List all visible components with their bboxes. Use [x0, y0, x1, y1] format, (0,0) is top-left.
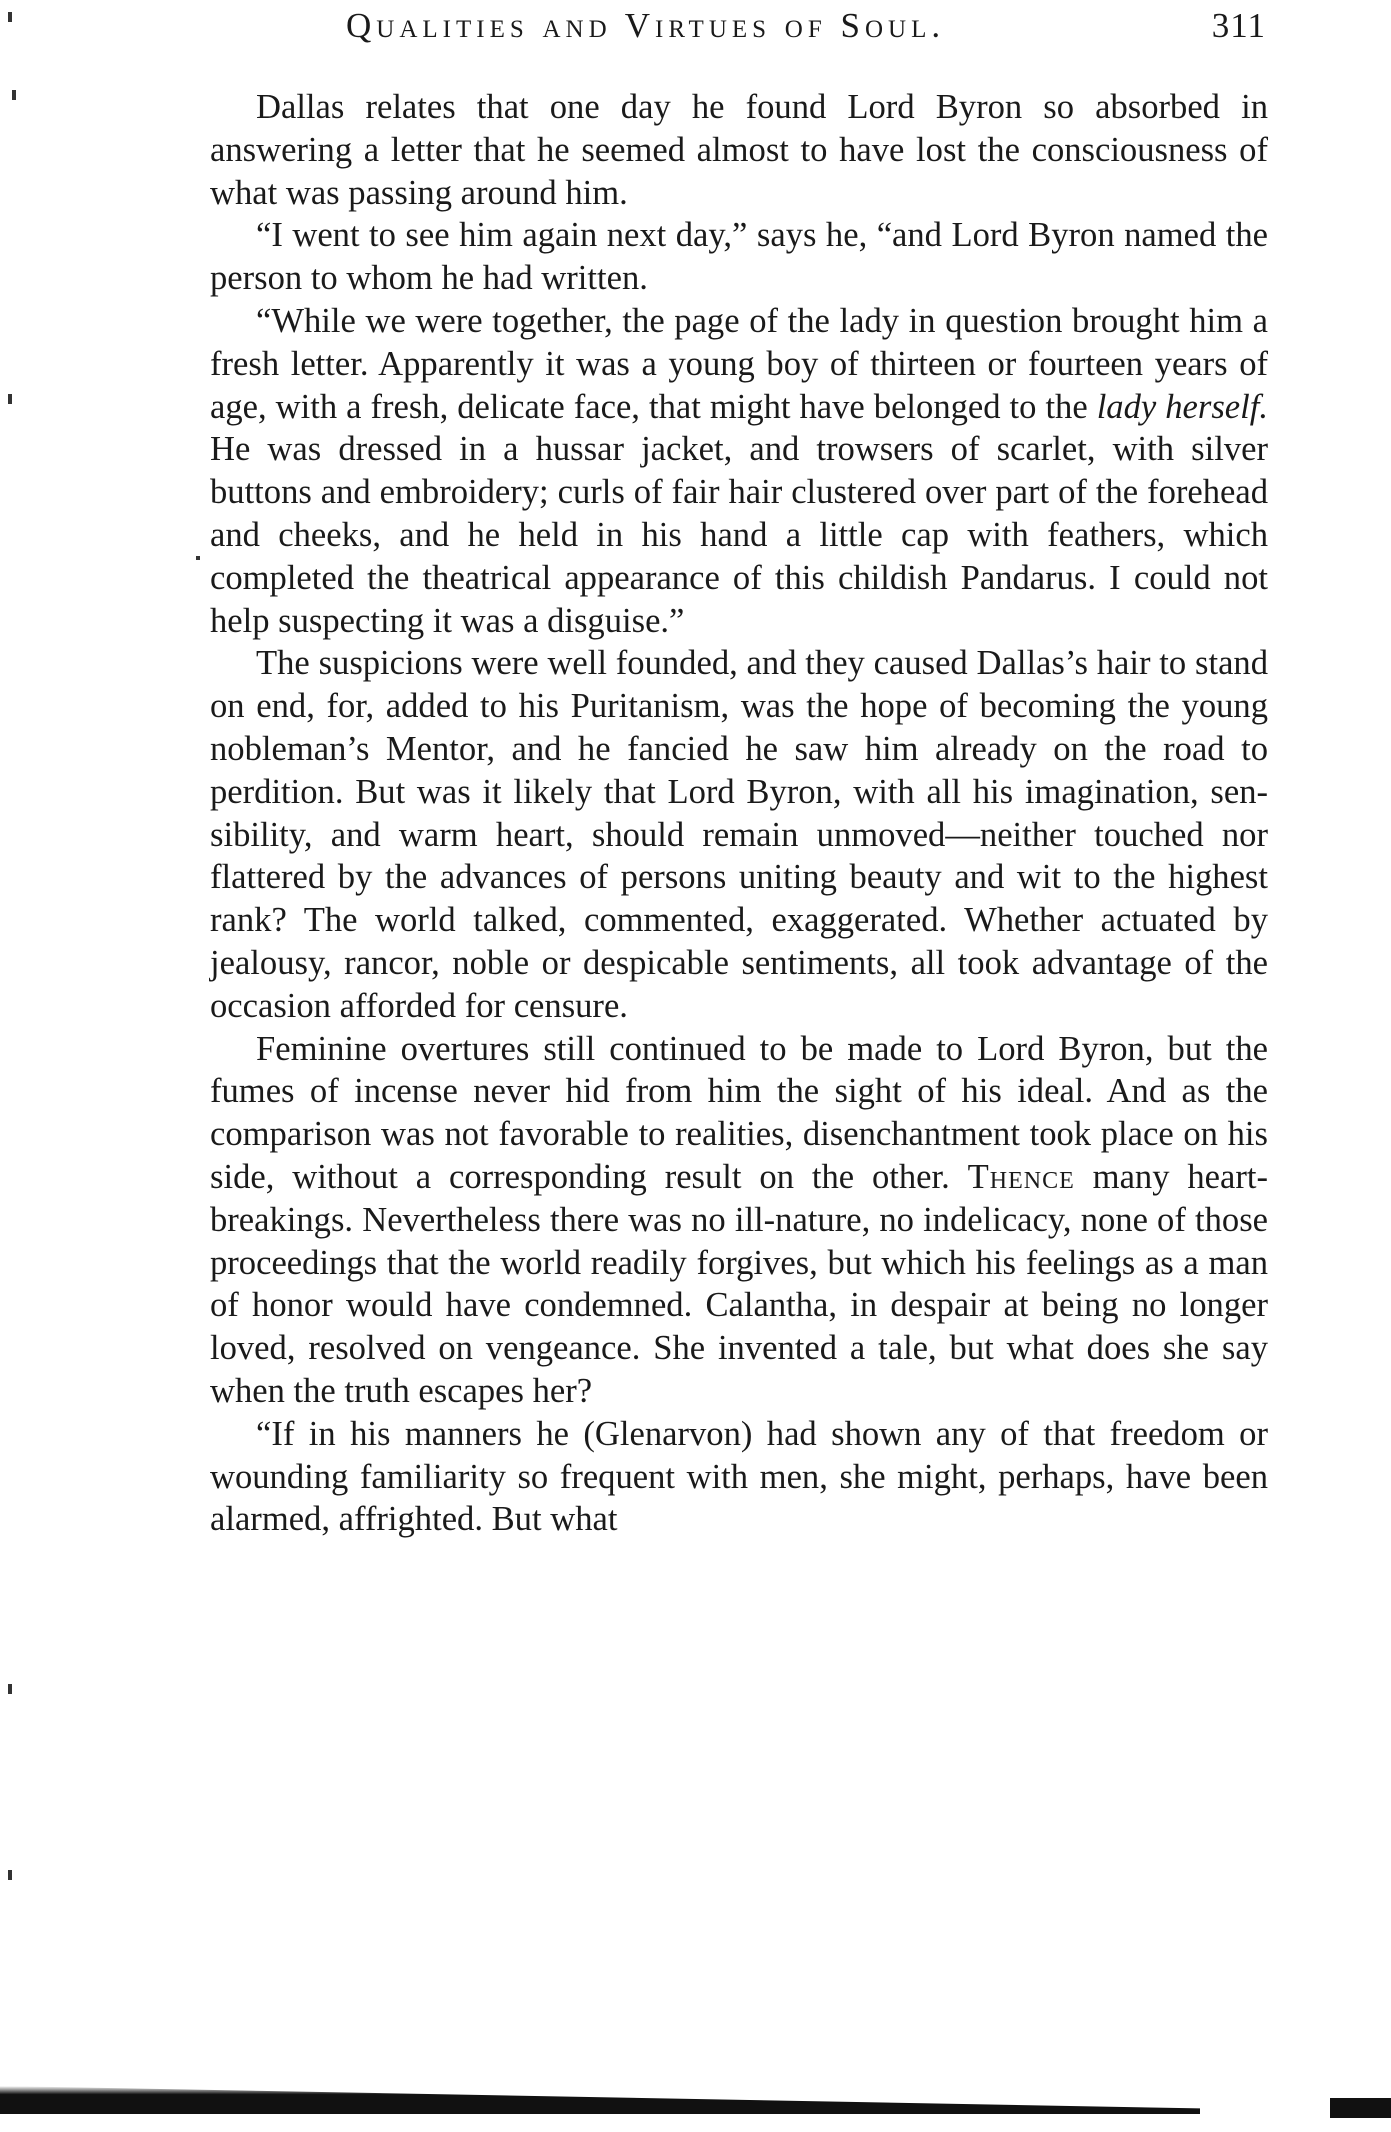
- paragraph-text: Feminine overtures still continued to be made to Lord Byron, but the fumes of incense never hid from him the sight of his ideal. And as the comparison was not favorable to realities, disenchantment took place on his side, without a corresponding result on the other.: [210, 1029, 1268, 1196]
- paragraph: The suspicions were well founded, and they caused Dallas’s hair to stand on end, for, added to his Puritanism, was the hope of becoming the young nobleman’s Mentor, and he fancied he saw him already on the road to perdition. But was it likely that Lord Byron, with all his imagination, sensibility, and warm heart, should remain unmoved—neither touched nor flattered by the advances of persons uniting beauty and wit to the highest rank? The world talked, commented, exaggerated. Whether actuated by jealousy, rancor, noble or despicable sentiments, all took advantage of the occasion afforded for censure.: [210, 644, 1268, 1025]
- bottom-scan-edge: [0, 2086, 1200, 2114]
- paragraph-text: many heart-breakings. Nevertheless there was no ill-nature, no indelicacy, none of those proceedings that the world readily forgives, but which his feelings as a man of honor would have condemned. Calantha, in despair at being no longer loved, resolved on vengeance. She invented a tale, but what does she say when the truth escapes her?: [210, 1157, 1269, 1410]
- body-text: [210, 86, 1268, 1541]
- running-title: Qualities and Virtues of Soul.: [346, 6, 946, 45]
- paragraph: Dallas relates that one day he found Lord Byron so absorbed in answering a letter that he seemed almost to have lost the consciousness of what was passing around him.: [210, 88, 1268, 212]
- paragraph: [210, 1028, 1268, 1413]
- margin-mark: [12, 90, 16, 100]
- paragraph: [210, 300, 1268, 642]
- margin-mark: [8, 394, 12, 404]
- paragraph-text: He was dressed in a hussar jacket, and trowsers of scarlet, with silver buttons and embroidery; curls of fair hair clustered over part of the forehead and cheeks, and he held in his hand a little cap with feathers, which completed the theatrical appearance of this childish Pandarus. I could not help suspecting it was a disguise.”: [210, 430, 1268, 640]
- margin-mark: [8, 1870, 12, 1880]
- paragraph: “If in his manners he (Glenarvon) had shown any of that freedom or wounding familiarity so frequent with men, she might, perhaps, have been alarmed, affrighted. But what: [210, 1414, 1268, 1539]
- bottom-scan-edge: [1330, 2098, 1391, 2118]
- paragraph: “I went to see him again next day,” says he, “and Lord Byron named the person to whom he had written.: [210, 216, 1268, 298]
- margin-mark: [8, 12, 12, 22]
- running-head: [346, 6, 1266, 66]
- page-number: 311: [1211, 6, 1266, 45]
- paragraph-text: “While we were together, the page of the lady in question brought him a fresh letter. Apparently it was a young boy of thirteen or fourteen years of age, with a fresh, delicate face, that might have belonged to the: [210, 301, 1268, 426]
- margin-mark: [8, 1684, 12, 1694]
- smallcaps-word: Thence: [967, 1157, 1075, 1196]
- italic-phrase: lady herself.: [1096, 387, 1268, 426]
- margin-mark: [196, 556, 200, 560]
